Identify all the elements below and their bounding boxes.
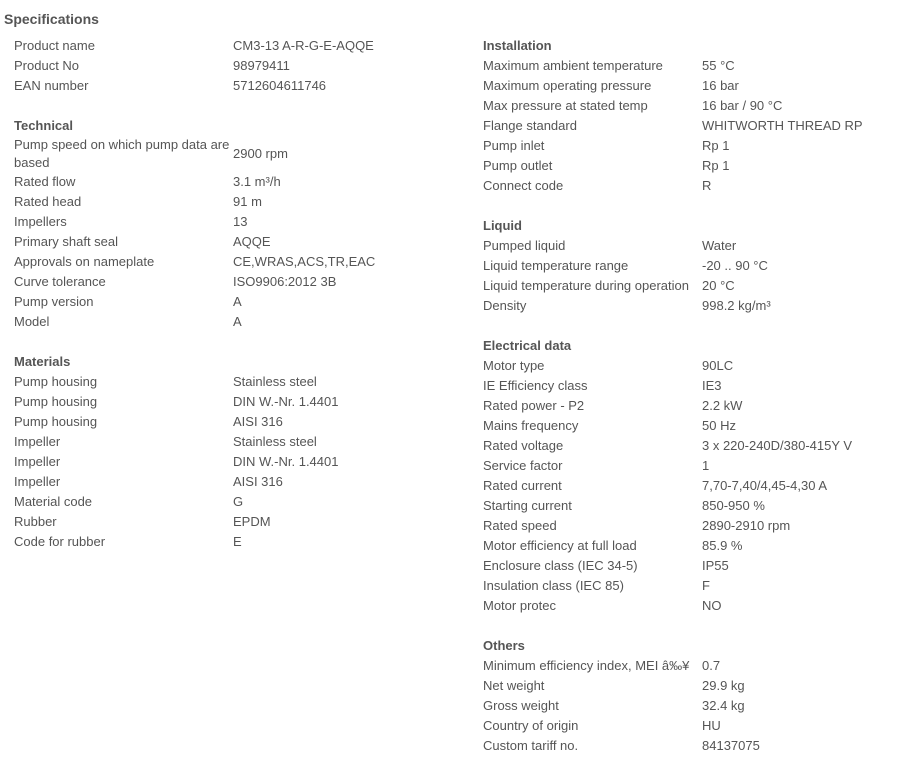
spec-label: Density [483, 298, 527, 313]
page-title: Specifications [4, 11, 99, 27]
spec-row [14, 452, 474, 472]
spec-row [14, 76, 474, 96]
spec-label: Rated current [483, 478, 562, 493]
spec-label: Pump housing [14, 374, 98, 389]
left-column [14, 36, 474, 572]
spec-value: 850-950 % [702, 498, 765, 513]
spec-row [483, 496, 893, 516]
spec-value: -20 .. 90 °C [702, 258, 768, 273]
spec-value: 84137075 [702, 738, 760, 753]
spec-label: Impeller [14, 474, 61, 489]
spec-label: Rated flow [14, 174, 76, 189]
spec-label: Rated speed [483, 518, 557, 533]
spec-label: Impeller [14, 454, 61, 469]
spec-value: 16 bar [702, 78, 739, 93]
spec-value: DIN W.-Nr. 1.4401 [233, 394, 339, 409]
spec-label: Pump housing [14, 394, 98, 409]
spec-label: Motor efficiency at full load [483, 538, 637, 553]
spec-label: Rubber [14, 514, 57, 529]
spec-value: G [233, 494, 244, 509]
spec-row [483, 396, 893, 416]
spec-label: IE Efficiency class [483, 378, 588, 393]
spec-row [14, 372, 474, 392]
spec-label: Connect code [483, 178, 564, 193]
spec-label: Code for rubber [14, 534, 106, 549]
spec-value: 998.2 kg/m³ [702, 298, 771, 313]
spec-value: F [702, 578, 710, 593]
spec-value: 90LC [702, 358, 734, 373]
spec-row [14, 292, 474, 312]
spec-value: IP55 [702, 558, 729, 573]
spec-label: Pump version [14, 294, 94, 309]
spec-row [14, 532, 474, 552]
spec-row [483, 576, 893, 596]
spec-value: Stainless steel [233, 374, 317, 389]
spec-row [14, 136, 474, 172]
spec-label: Maximum operating pressure [483, 78, 652, 93]
spec-value: 32.4 kg [702, 698, 745, 713]
spec-row [483, 96, 893, 116]
spec-label: Minimum efficiency index, MEI â‰¥ [483, 658, 690, 673]
spec-row [483, 76, 893, 96]
spec-row [483, 436, 893, 456]
spec-label: Primary shaft seal [14, 234, 119, 249]
spec-label: Max pressure at stated temp [483, 98, 648, 113]
spec-row [483, 536, 893, 556]
section-heading: Electrical data [483, 338, 572, 353]
spec-row [483, 376, 893, 396]
section-heading: Installation [483, 38, 552, 53]
spec-label: Product No [14, 58, 80, 73]
right-column [483, 36, 893, 776]
spec-label: Material code [14, 494, 93, 509]
spec-row [483, 156, 893, 176]
spec-row [483, 736, 893, 756]
spec-row [483, 476, 893, 496]
section-materials [14, 352, 474, 552]
spec-label: Maximum ambient temperature [483, 58, 663, 73]
spec-row [483, 116, 893, 136]
spec-row [14, 392, 474, 412]
spec-row [14, 432, 474, 452]
spec-label: Rated head [14, 194, 82, 209]
section-heading: Materials [14, 354, 71, 369]
spec-label: Product name [14, 38, 95, 53]
spec-value: Stainless steel [233, 434, 317, 449]
spec-label: Insulation class (IEC 85) [483, 578, 624, 593]
spec-value: 5712604611746 [233, 78, 327, 93]
spec-row [483, 516, 893, 536]
section-electrical-data [483, 336, 893, 616]
spec-value: IE3 [702, 378, 722, 393]
spec-row [14, 252, 474, 272]
spec-value: 2890-2910 rpm [702, 518, 791, 533]
spec-value: A [233, 314, 242, 329]
spec-label: Pumped liquid [483, 238, 566, 253]
spec-label: EAN number [14, 78, 89, 93]
spec-label: Pump speed on which pump data are based [14, 137, 230, 170]
spec-row [14, 232, 474, 252]
spec-label: Flange standard [483, 118, 577, 133]
spec-value: 7,70-7,40/4,45-4,30 A [702, 478, 828, 493]
spec-label: Net weight [483, 678, 545, 693]
spec-value: Rp 1 [702, 138, 730, 153]
spec-row [483, 356, 893, 376]
spec-value: 85.9 % [702, 538, 743, 553]
section-technical [14, 116, 474, 332]
spec-value: 1 [702, 458, 710, 473]
spec-value: HU [702, 718, 721, 733]
spec-row [14, 192, 474, 212]
spec-row [483, 596, 893, 616]
spec-row [483, 136, 893, 156]
spec-value: 2.2 kW [702, 398, 743, 413]
spec-row [14, 412, 474, 432]
spec-row [483, 716, 893, 736]
section-heading: Others [483, 638, 525, 653]
spec-label: Approvals on nameplate [14, 254, 155, 269]
spec-value: CM3-13 A-R-G-E-AQQE [233, 38, 374, 53]
spec-value: 29.9 kg [702, 678, 745, 693]
spec-label: Enclosure class (IEC 34-5) [483, 558, 638, 573]
spec-label: Service factor [483, 458, 563, 473]
spec-row [14, 36, 474, 56]
spec-label: Starting current [483, 498, 572, 513]
spec-value: 20 °C [702, 278, 735, 293]
spec-label: Pump inlet [483, 138, 545, 153]
spec-label: Custom tariff no. [483, 738, 579, 753]
spec-label: Liquid temperature during operation [483, 278, 689, 293]
section-heading: Technical [14, 118, 74, 133]
spec-row [483, 656, 893, 676]
spec-row [483, 696, 893, 716]
spec-row [14, 172, 474, 192]
spec-value: 0.7 [702, 658, 721, 673]
spec-row [14, 512, 474, 532]
spec-row [483, 556, 893, 576]
spec-row [483, 176, 893, 196]
section-general [14, 36, 474, 96]
spec-value: 3 x 220-240D/380-415Y V [702, 438, 853, 453]
spec-value: E [233, 534, 242, 549]
spec-value: AISI 316 [233, 414, 283, 429]
spec-row [483, 56, 893, 76]
spec-value: 55 °C [702, 58, 735, 73]
spec-value: 13 [233, 214, 248, 229]
spec-value: AQQE [233, 234, 271, 249]
spec-label: Motor type [483, 358, 545, 373]
spec-value: Water [702, 238, 737, 253]
section-heading: Liquid [483, 218, 522, 233]
spec-row [483, 236, 893, 256]
spec-row [483, 256, 893, 276]
spec-value: R [702, 178, 712, 193]
spec-row [483, 296, 893, 316]
spec-value: 2900 rpm [233, 146, 288, 161]
spec-value: CE,WRAS,ACS,TR,EAC [233, 254, 376, 269]
spec-label: Pump housing [14, 414, 98, 429]
spec-label: Liquid temperature range [483, 258, 629, 273]
spec-label: Impellers [14, 214, 67, 229]
spec-value: DIN W.-Nr. 1.4401 [233, 454, 339, 469]
spec-label: Gross weight [483, 698, 559, 713]
spec-row [14, 56, 474, 76]
spec-value: 91 m [233, 194, 262, 209]
spec-label: Rated power - P2 [483, 398, 585, 413]
spec-label: Motor protec [483, 598, 556, 613]
spec-value: EPDM [233, 514, 271, 529]
spec-value: 3.1 m³/h [233, 174, 281, 189]
spec-row [483, 676, 893, 696]
spec-value: Rp 1 [702, 158, 730, 173]
section-liquid [483, 216, 893, 316]
spec-row [14, 312, 474, 332]
spec-value: 16 bar / 90 °C [702, 98, 783, 113]
spec-row [483, 416, 893, 436]
spec-row [14, 492, 474, 512]
spec-label: Mains frequency [483, 418, 579, 433]
spec-value: NO [702, 598, 722, 613]
spec-label: Model [14, 314, 50, 329]
spec-row [14, 272, 474, 292]
spec-value: 98979411 [233, 58, 290, 73]
spec-label: Impeller [14, 434, 61, 449]
section-installation [483, 36, 893, 196]
spec-value: 50 Hz [702, 418, 736, 433]
section-others [483, 636, 893, 756]
spec-row [14, 472, 474, 492]
spec-value: AISI 316 [233, 474, 283, 489]
spec-label: Curve tolerance [14, 274, 106, 289]
spec-value: A [233, 294, 242, 309]
spec-row [483, 456, 893, 476]
spec-label: Country of origin [483, 718, 579, 733]
spec-row [483, 276, 893, 296]
spec-value: WHITWORTH THREAD RP [702, 118, 863, 133]
spec-label: Pump outlet [483, 158, 553, 173]
spec-label: Rated voltage [483, 438, 564, 453]
spec-row [14, 212, 474, 232]
spec-value: ISO9906:2012 3B [233, 274, 337, 289]
